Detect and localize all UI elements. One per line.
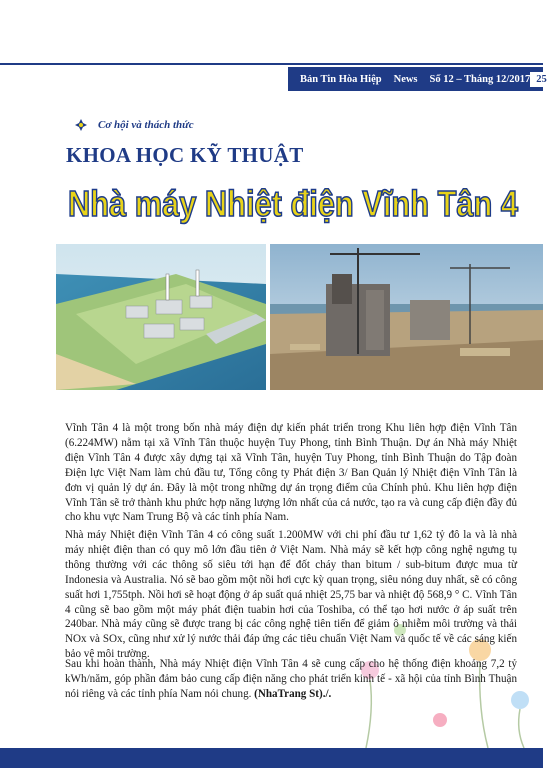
headline-text: Nhà máy Nhiệt điện Vĩnh Tân 4 xyxy=(68,183,518,224)
plant-rendering-image xyxy=(56,244,266,390)
section-heading xyxy=(74,118,194,132)
running-header xyxy=(288,67,547,91)
paragraph-2: Nhà máy Nhiệt điện Vĩnh Tân 4 có công suất 1.200MW với chi phí đầu tư 1,62 tỷ đô la và là nhà máy nhiệt điện than có quy mô lớn đầu tiên ở Việt Nam. Nhà máy sẽ kết hợp công nghệ ngưng tụ thông thường với các thông số siêu tới hạn để đốt cháy than bitum / sub-bitum được mua từ Indonesia và Australia. Nó sẽ bao gồm một nồi hơi cực kỳ quan trọng, siêu nóng duy nhất, sẽ có công suất hơi 1,755tph. Nồi hơi sẽ hoạt động ở áp suất quá nhiệt 25,75 bar và nhiệt độ 568,9 ° C. Vĩnh Tân 4 cũng sẽ bao gồm một máy phát điện tuabin hơi của Toshiba, có thể tạo hơi nước ở áp suất trên 240bar. Nhà máy cũng sẽ được trang bị các công nghệ tiên tiến để giảm ô nhiễm môi trường và thải NOx và SOx, cũng như xử lý nước thải đáp ứng các tiêu chuẩn Việt Nam và quốc tế về các sáng kiến bảo vệ môi trường. xyxy=(65,529,517,661)
fleur-bullet-icon xyxy=(74,118,88,132)
signature: (NhaTrang St)./. xyxy=(254,687,332,700)
paragraph-3 xyxy=(65,657,517,702)
publication-name: Bản Tin Hòa Hiệp xyxy=(300,73,382,85)
category-title: KHOA HỌC KỸ THUẬT xyxy=(66,143,304,167)
paragraph-3-text: Sau khi hoàn thành, Nhà máy Nhiệt điện Vĩnh Tân 4 sẽ cung cấp cho hệ thống điện khoảng 7,2 tỷ kWh/năm, góp phần đảm bảo cung cấp điện năng cho phát triển kinh tế - xã hội của tỉnh Bình Thuận nói riêng và các tỉnh phía Nam nói chung. xyxy=(65,658,517,700)
footer-bar xyxy=(0,748,543,768)
news-label: News xyxy=(393,73,418,85)
headline xyxy=(66,176,526,232)
construction-site-image xyxy=(270,244,543,390)
section-label: Cơ hội và thách thức xyxy=(98,119,194,131)
header-rule xyxy=(0,63,543,65)
paragraph-1: Vĩnh Tân 4 là một trong bốn nhà máy điện dự kiến phát triển trong Khu liên hợp điện Vĩnh Tân (6.224MW) nằm tại xã Vĩnh Tân thuộc huyện Tuy Phong, tỉnh Bình Thuận. Dự án Nhà máy Nhiệt điện Vĩnh Tân 4 được xây dựng tại xã Vĩnh Tân, huyện Tuy Phong, tỉnh Bình Thuận do Tập đoàn Điện lực Việt Nam làm chủ đầu tư, Tổng công ty Phát điện 3/ Ban Quản lý Nhiệt điện Vĩnh Tân là đơn vị quản lý dự án. Đây là một trong những dự án trọng điểm của Chính phủ. Khu liên hợp điện Vĩnh Tân sẽ trở thành khu phức hợp năng lượng lớn nhất của cả nước, tạo ra và cung cấp điện đầy đủ cho khu vực Nam Trung Bộ và các tỉnh phía Nam. xyxy=(65,422,517,524)
top-margin xyxy=(0,0,543,40)
issue-label: Số 12 – Tháng 12/2017 xyxy=(429,73,531,85)
page-number: 25 xyxy=(530,72,553,87)
